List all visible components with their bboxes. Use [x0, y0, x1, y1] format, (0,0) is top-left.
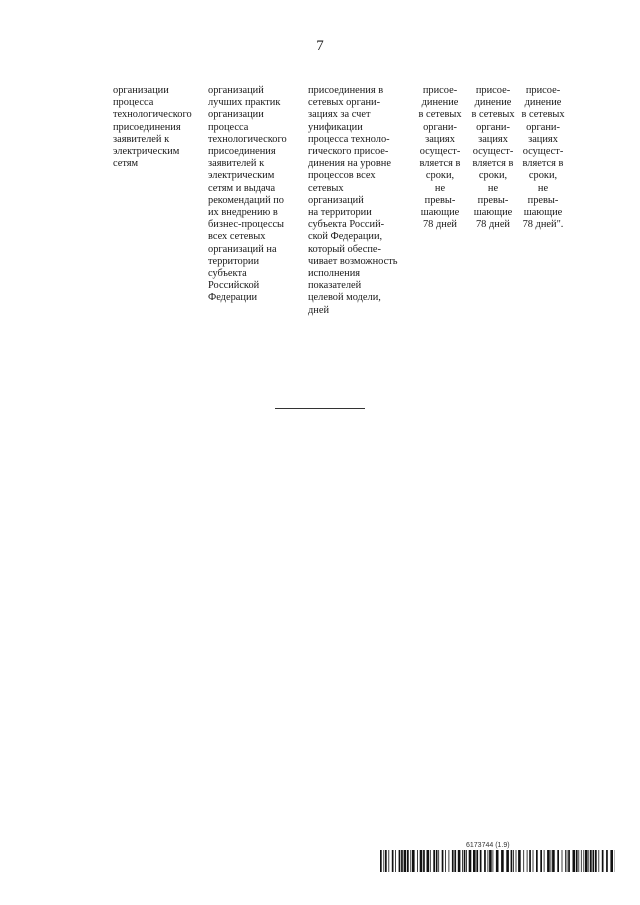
- cell-line: исполнения: [308, 268, 361, 280]
- cell-line: органи-: [526, 121, 560, 133]
- barcode: [380, 850, 615, 872]
- cell-line: зациях за счет: [308, 109, 371, 121]
- cell-line: ской Федерации,: [308, 231, 383, 243]
- barcode-label: 6173744 (1.9): [466, 842, 510, 849]
- cell-line: технологического: [113, 109, 192, 121]
- cell-line: в сетевых: [471, 109, 515, 121]
- page-number: 7: [316, 38, 324, 54]
- cell-line: сроки,: [425, 170, 455, 182]
- cell-line: присоединения: [208, 146, 276, 158]
- cell-line: территории: [208, 255, 260, 267]
- cell-line: присоединения: [113, 121, 181, 133]
- table-cell-col1: [113, 85, 205, 170]
- cell-line: чивает возможность: [308, 255, 398, 267]
- table-cell-col2: [208, 85, 300, 305]
- cell-line: в сетевых: [418, 109, 462, 121]
- cell-line: превы-: [424, 194, 456, 206]
- cell-line: 78 дней".: [522, 219, 564, 231]
- cell-line: унификации: [308, 121, 363, 133]
- cell-line: целевой модели,: [308, 292, 381, 304]
- cell-line: организаций на: [208, 243, 277, 255]
- table-cell-col6: [518, 85, 568, 231]
- cell-line: электрическим: [113, 146, 180, 158]
- cell-line: не: [537, 182, 549, 194]
- cell-line: вляется в: [472, 158, 514, 170]
- cell-line: присое-: [525, 85, 561, 96]
- cell-line: вляется в: [522, 158, 564, 170]
- cell-line: лучших практик: [208, 97, 281, 109]
- cell-line: организации: [208, 109, 264, 121]
- cell-line: бизнес-процессы: [208, 219, 285, 231]
- cell-line: показателей: [308, 280, 362, 292]
- cell-line: сетям: [113, 158, 139, 170]
- cell-line: технологического: [208, 133, 287, 145]
- cell-line: всех сетевых: [208, 231, 266, 243]
- cell-line: процесса техноло-: [308, 133, 390, 145]
- cell-line: процесса: [113, 97, 154, 109]
- table-cell-col5: [469, 85, 517, 231]
- cell-line: органи-: [423, 121, 457, 133]
- cell-line: шающие: [523, 207, 563, 219]
- cell-line: Российской: [208, 280, 260, 292]
- cell-line: организации: [113, 85, 169, 96]
- cell-line: динение: [474, 97, 512, 109]
- cell-line: присое-: [422, 85, 458, 96]
- cell-line: превы-: [527, 194, 559, 206]
- cell-line: зациях: [528, 133, 558, 145]
- cell-line: который обеспе-: [308, 243, 381, 255]
- cell-line: электрическим: [208, 170, 275, 182]
- cell-line: динения на уровне: [308, 158, 391, 170]
- cell-line: процессов всех: [308, 170, 376, 182]
- cell-line: осущест-: [419, 146, 461, 158]
- cell-line: субъекта: [208, 268, 247, 280]
- cell-line: присое-: [475, 85, 511, 96]
- cell-line: в сетевых: [521, 109, 565, 121]
- cell-line: их внедрению в: [208, 207, 278, 219]
- cell-line: сроки,: [528, 170, 558, 182]
- cell-line: Федерации: [208, 292, 258, 304]
- cell-line: заявителей к: [113, 133, 170, 145]
- table-cell-col3: [308, 85, 412, 317]
- table-cell-col4: [416, 85, 464, 231]
- cell-line: осущест-: [472, 146, 514, 158]
- cell-line: органи-: [476, 121, 510, 133]
- cell-line: сроки,: [478, 170, 508, 182]
- cell-line: на территории: [308, 207, 372, 219]
- cell-line: заявителей к: [208, 158, 265, 170]
- cell-line: вляется в: [419, 158, 461, 170]
- cell-line: дней: [308, 304, 330, 316]
- cell-line: гического присое-: [308, 146, 389, 158]
- cell-line: присоединения в: [308, 85, 384, 96]
- cell-line: динение: [421, 97, 459, 109]
- cell-line: шающие: [473, 207, 513, 219]
- cell-line: зациях: [425, 133, 455, 145]
- cell-line: 78 дней: [475, 219, 510, 231]
- cell-line: организаций: [208, 85, 264, 96]
- cell-line: динение: [524, 97, 562, 109]
- footnote-divider: [275, 408, 365, 409]
- cell-line: не: [487, 182, 499, 194]
- cell-line: субъекта Россий-: [308, 219, 385, 231]
- cell-line: зациях: [478, 133, 508, 145]
- cell-line: осущест-: [522, 146, 564, 158]
- cell-line: 78 дней: [422, 219, 457, 231]
- cell-line: превы-: [477, 194, 509, 206]
- cell-line: рекомендаций по: [208, 194, 285, 206]
- cell-line: организаций: [308, 194, 364, 206]
- cell-line: сетевых органи-: [308, 97, 381, 109]
- cell-line: не: [434, 182, 446, 194]
- cell-line: шающие: [420, 207, 460, 219]
- cell-line: процесса: [208, 121, 249, 133]
- cell-line: сетевых: [308, 182, 344, 194]
- cell-line: сетям и выдача: [208, 182, 276, 194]
